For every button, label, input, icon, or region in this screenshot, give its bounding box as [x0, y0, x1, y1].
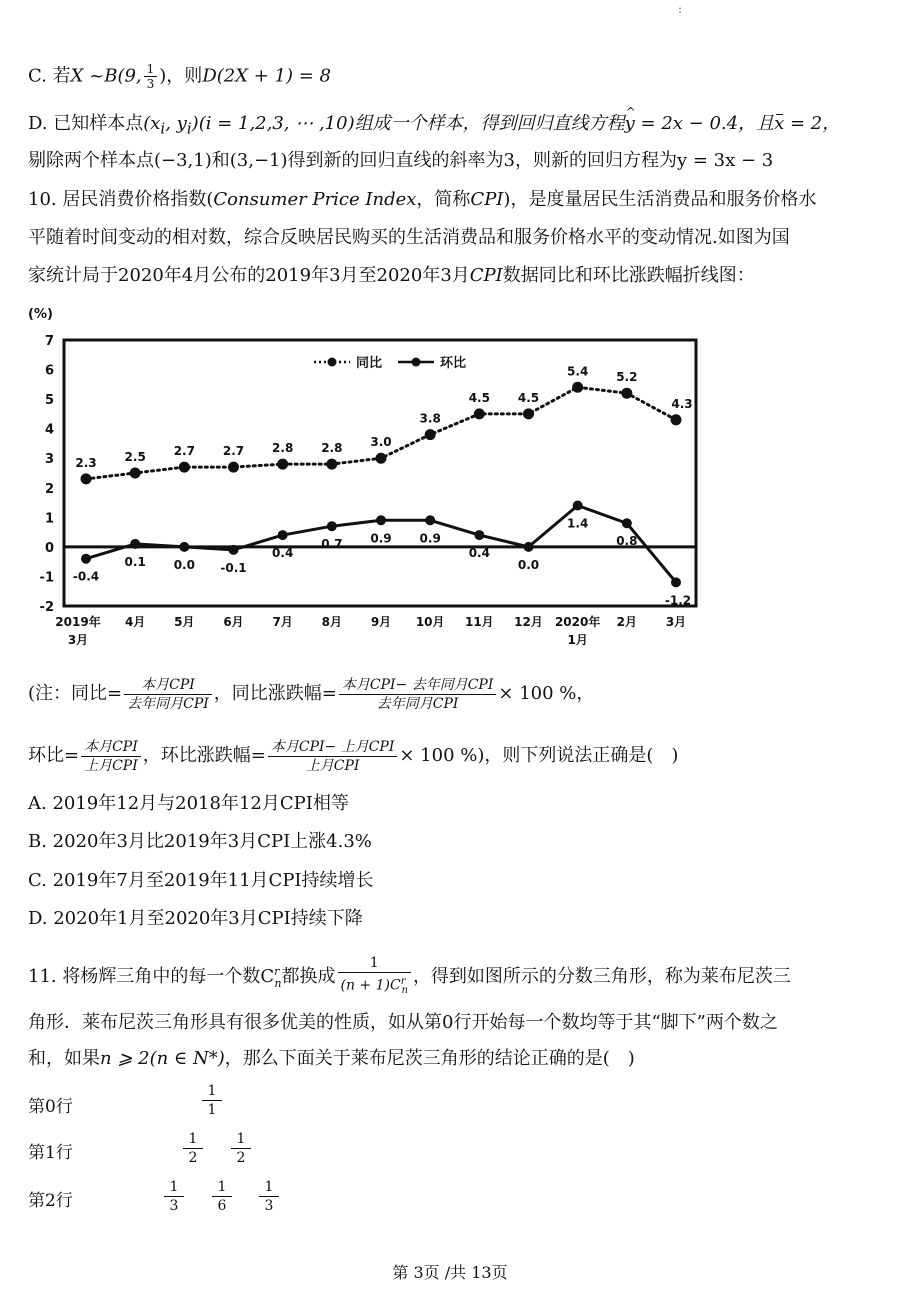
series-huanbi-point — [81, 554, 91, 564]
series-huanbi-data-label: -1.2 — [664, 593, 692, 608]
q11-l3a: 和，如果 — [28, 1048, 100, 1069]
q11-fraction-den-sub: n — [401, 985, 408, 997]
series-tongbi-data-label: 2.7 — [222, 444, 245, 459]
series-huanbi-point — [229, 545, 239, 555]
note-tongbi-den: 去年同月CPI — [127, 695, 209, 712]
note-line2 — [28, 734, 678, 778]
series-tongbi-point — [425, 429, 436, 440]
triangle-num: 1 — [212, 1178, 232, 1197]
series-tongbi-point — [523, 408, 534, 419]
q11-binom-sup: r — [274, 965, 280, 978]
option-9d-l1e: i — [186, 119, 192, 138]
q11-fraction-den-sup: r — [400, 975, 406, 987]
option-9d-l1b: (x — [143, 113, 161, 134]
x-tick-label: 2019年 — [55, 615, 101, 629]
note-huanbi-label: 环比= — [28, 745, 80, 766]
x-tick-label: 6月 — [223, 615, 244, 629]
triangle-den: 3 — [169, 1198, 179, 1214]
triangle-den: 2 — [236, 1150, 246, 1166]
option-9c — [28, 62, 331, 91]
y-tick-label: -1 — [39, 570, 54, 586]
q11-line2: 角形．莱布尼茨三角形具有很多优美的性质，如从第0行开始每一个数均等于其“脚下”两个数之 — [28, 1012, 778, 1033]
q11-l1c: ，得到如图所示的分数三角形，称为莱布尼茨三 — [412, 966, 791, 987]
triangle-num: 1 — [183, 1130, 203, 1149]
series-huanbi-data-label: 0.4 — [468, 546, 490, 561]
x-tick-label: 2020年 — [554, 615, 601, 629]
triangle-num: 1 — [231, 1130, 251, 1149]
option-9d-l1d: , y — [165, 113, 187, 134]
series-huanbi-point — [179, 542, 189, 552]
option-9d-l1h: = 2， — [784, 113, 841, 134]
q11-condition: n ⩾ 2(n ∈ N*) — [100, 1048, 225, 1069]
option-9c-prefix: C. 若 — [28, 65, 71, 87]
series-tongbi-point — [228, 462, 239, 473]
q11-fraction-num: 1 — [338, 954, 411, 973]
note-tongbi-label: (注：同比= — [28, 683, 123, 704]
series-huanbi-data-label: 0.9 — [419, 531, 441, 546]
y-tick-label: 5 — [44, 393, 54, 409]
series-tongbi-data-label: 2.5 — [124, 450, 146, 464]
series-tongbi-point — [474, 408, 485, 419]
series-tongbi-point — [572, 382, 583, 393]
triangle-den: 1 — [207, 1102, 217, 1118]
triangle-den: 2 — [188, 1150, 198, 1166]
legend-huanbi-marker — [412, 358, 421, 367]
option-9c-sim: ~B(9, — [83, 65, 142, 87]
series-tongbi-data-label: 5.2 — [616, 370, 638, 385]
series-tongbi-data-label: 2.3 — [75, 455, 97, 470]
q10-l3b: CPI — [469, 265, 503, 286]
note-line1-tail: × 100 %， — [498, 683, 595, 704]
series-tongbi-point — [179, 462, 190, 473]
series-tongbi-point — [81, 473, 92, 484]
cpi-line-chart — [24, 300, 714, 660]
series-tongbi-data-label: 2.7 — [173, 444, 195, 459]
series-tongbi-data-label: 2.8 — [272, 441, 294, 456]
triangle-row-2-frac-1 — [212, 1178, 232, 1215]
note-tongbi-num: 本月CPI — [124, 676, 212, 695]
q11-fraction-den — [338, 973, 411, 1000]
y-tick-label: -2 — [39, 600, 54, 615]
chart-frame — [64, 340, 696, 606]
legend-huanbi-label: 环比 — [440, 356, 467, 371]
triangle-row-2-frac-2 — [259, 1178, 279, 1215]
series-tongbi-point — [376, 453, 387, 464]
q11-fraction — [338, 954, 411, 1000]
q11-line1 — [28, 950, 791, 1006]
q10-l3a: 家统计局于2020年4月公布的2019年3月至2020年3月 — [28, 265, 470, 286]
series-huanbi-point — [278, 530, 288, 540]
q10-l1e: )，是度量居民生活消费品和服务价格水 — [503, 189, 817, 210]
q10-l1b: Consumer Price Index — [213, 189, 417, 210]
q10-option-d: D. 2020年1月至2020年3月CPI持续下降 — [28, 908, 363, 929]
series-huanbi-data-label: 0.0 — [517, 557, 540, 572]
corner-mark: : — [678, 2, 683, 16]
x-tick-label: 2月 — [616, 615, 638, 629]
option-9d-l1g: = 2x − 0.4，且 — [634, 113, 775, 134]
q10-line1 — [28, 188, 816, 212]
note-line2-tail: × 100 %)，则下列说法正确是( ) — [399, 745, 679, 766]
triangle-num: 1 — [259, 1178, 279, 1197]
triangle-num: 1 — [164, 1178, 184, 1197]
option-9c-fraction — [144, 62, 158, 91]
note-huanbi-change-den: 上月CPI — [305, 757, 360, 774]
triangle-row-1-frac-0 — [183, 1130, 203, 1167]
series-tongbi-line — [86, 387, 676, 479]
series-tongbi-point — [326, 459, 337, 470]
q10-option-a: A. 2019年12月与2018年12月CPI相等 — [28, 793, 349, 814]
series-tongbi-data-label: 4.5 — [517, 390, 540, 405]
note-tongbi-change-fraction — [339, 676, 497, 713]
y-tick-label: 6 — [44, 363, 54, 379]
series-huanbi-data-label: -0.4 — [72, 569, 100, 584]
series-huanbi-point — [376, 515, 386, 525]
note-tongbi-fraction — [124, 676, 212, 713]
note-tongbi-change-label: ，同比涨跌幅= — [213, 683, 337, 704]
note-tongbi-change-num: 本月CPI− 去年同月CPI — [339, 676, 497, 695]
chart-ylabel: (%) — [28, 307, 53, 322]
series-huanbi-data-label: 0.4 — [272, 546, 294, 561]
series-huanbi-point — [425, 515, 435, 525]
series-huanbi-point — [474, 530, 484, 540]
series-huanbi-data-label: 0.1 — [124, 554, 146, 569]
note-huanbi-fraction — [81, 738, 141, 775]
note-huanbi-change-num: 本月CPI− 上月CPI — [268, 738, 398, 757]
triangle-den: 3 — [264, 1198, 274, 1214]
note-huanbi-num: 本月CPI — [81, 738, 141, 757]
series-tongbi-point — [130, 468, 141, 479]
option-9d-line1 — [28, 112, 840, 141]
option-9d-xbar: x — [774, 113, 785, 134]
q10-l1a: 10. 居民消费价格指数( — [28, 189, 214, 210]
y-tick-label: 2 — [44, 481, 54, 497]
x-tick-label: 3月 — [67, 633, 89, 647]
x-tick-label: 1月 — [567, 633, 588, 647]
series-huanbi-point — [622, 518, 632, 528]
q11-binom — [260, 965, 282, 990]
option-9c-x: X — [70, 65, 84, 87]
triangle-row-0-label: 第0行 — [28, 1097, 73, 1117]
y-tick-label: 3 — [44, 452, 54, 468]
triangle-row-1-label: 第1行 — [28, 1143, 73, 1163]
series-tongbi-data-label: 4.5 — [468, 390, 490, 405]
x-tick-label: 4月 — [124, 615, 146, 629]
x-tick-label: 7月 — [272, 615, 293, 629]
x-tick-label: 9月 — [370, 615, 392, 629]
series-huanbi-point — [130, 539, 140, 549]
triangle-num: 1 — [202, 1082, 222, 1101]
note-huanbi-den: 上月CPI — [84, 757, 138, 774]
q11-l3b: ，那么下面关于莱布尼茨三角形的结论正确的是( ) — [224, 1048, 635, 1069]
q11-line3 — [28, 1047, 635, 1071]
triangle-row-1-frac-1 — [231, 1130, 251, 1167]
series-tongbi-data-label: 3.0 — [370, 435, 392, 450]
option-9d-l1f: )(i = 1,2,3, ⋯ ,10)组成一个样本，得到回归直线方程 — [191, 113, 625, 134]
option-9c-den: 3 — [146, 77, 155, 91]
q11-l1b: 都换成 — [281, 966, 336, 987]
series-tongbi-data-label: 2.8 — [321, 441, 343, 456]
series-huanbi-point — [524, 542, 534, 552]
series-tongbi-point — [277, 459, 288, 470]
option-9d-yhat: ^ y — [625, 112, 635, 136]
x-tick-label: 11月 — [464, 615, 494, 629]
q11-binom-c: C — [260, 966, 275, 987]
series-tongbi-data-label: 4.3 — [671, 396, 693, 411]
series-huanbi-data-label: 1.4 — [567, 516, 589, 531]
series-tongbi-point — [621, 388, 632, 399]
triangle-row-0-frac-0 — [202, 1082, 222, 1119]
x-tick-label: 8月 — [321, 615, 343, 629]
note-tongbi-change-den: 去年同月CPI — [376, 695, 459, 712]
x-tick-label: 12月 — [514, 615, 543, 629]
series-tongbi-point — [671, 414, 682, 425]
y-tick-label: 4 — [44, 422, 54, 438]
note-line1 — [28, 672, 594, 716]
q11-l1a: 11. 将杨辉三角中的每一个数 — [28, 966, 261, 987]
note-huanbi-change-label: ，环比涨跌幅= — [142, 745, 266, 766]
triangle-den: 6 — [217, 1198, 227, 1214]
series-huanbi-data-label: 0.8 — [616, 534, 638, 549]
q10-l3c: 数据同比和环比涨跌幅折线图： — [502, 265, 755, 286]
option-9d-l1a: D. 已知样本点 — [28, 113, 144, 134]
triangle-row-2-frac-0 — [164, 1178, 184, 1215]
y-tick-label: 1 — [44, 511, 54, 527]
option-9c-mid: )，则 — [159, 65, 203, 87]
option-9c-num: 1 — [144, 62, 158, 77]
q10-line3 — [28, 264, 755, 288]
x-tick-label: 3月 — [665, 615, 687, 629]
x-tick-label: 5月 — [174, 615, 195, 629]
series-huanbi-data-label: 0.0 — [173, 557, 195, 572]
q10-l1d: CPI — [470, 189, 504, 210]
q10-option-b: B. 2020年3月比2019年3月CPI上涨4.3% — [28, 831, 372, 852]
page-footer: 第 3页 /共 13页 — [392, 1263, 508, 1282]
option-9d-l1c: i — [160, 119, 166, 138]
y-tick-label: 7 — [44, 334, 54, 349]
x-tick-label: 10月 — [415, 615, 445, 629]
series-huanbi-data-label: -0.1 — [220, 560, 247, 575]
series-huanbi-data-label: 0.7 — [321, 537, 343, 552]
note-huanbi-change-fraction — [268, 738, 398, 775]
q11-binom-sub: n — [274, 976, 282, 990]
y-tick-label: 0 — [44, 540, 54, 556]
legend-tongbi-label: 同比 — [356, 356, 383, 371]
q11-fraction-den-text: (n + 1)C — [340, 977, 401, 994]
series-huanbi-point — [327, 521, 337, 531]
series-huanbi-data-label: 0.9 — [370, 531, 392, 546]
q10-option-c: C. 2019年7月至2019年11月CPI持续增长 — [28, 870, 374, 891]
series-tongbi-data-label: 5.4 — [567, 364, 589, 379]
triangle-row-2-label: 第2行 — [28, 1191, 73, 1211]
q10-l1c: ，简称 — [416, 189, 471, 210]
option-9d-line2: 剔除两个样本点(−3,1)和(3,−1)得到新的回归直线的斜率为3，则新的回归方程为y = 3x − 3 — [28, 150, 774, 171]
series-huanbi-point — [573, 501, 583, 511]
legend-tongbi-marker — [328, 358, 337, 367]
option-9c-d: D(2X + 1) = 8 — [202, 65, 332, 87]
series-tongbi-data-label: 3.8 — [419, 411, 441, 426]
q10-line2: 平随着时间变动的相对数，综合反映居民购买的生活消费品和服务价格水平的变动情况.如图为国 — [28, 227, 790, 248]
series-huanbi-point — [671, 577, 681, 587]
